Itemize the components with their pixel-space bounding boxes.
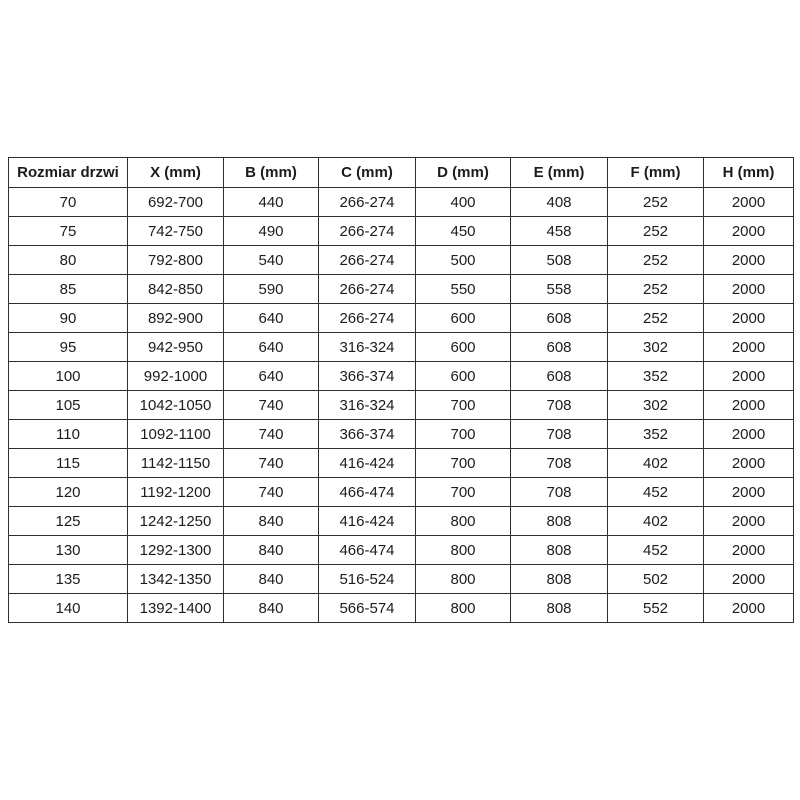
table-cell: 1392-1400 bbox=[128, 594, 224, 623]
table-cell: 408 bbox=[511, 188, 608, 217]
column-header: X (mm) bbox=[128, 158, 224, 188]
table-cell: 1042-1050 bbox=[128, 391, 224, 420]
table-cell: 115 bbox=[9, 449, 128, 478]
table-cell: 842-850 bbox=[128, 275, 224, 304]
table-cell: 316-324 bbox=[319, 391, 416, 420]
table-row bbox=[9, 333, 794, 362]
table-cell: 466-474 bbox=[319, 536, 416, 565]
table-cell: 302 bbox=[608, 333, 704, 362]
table-row bbox=[9, 275, 794, 304]
table-cell: 2000 bbox=[704, 362, 794, 391]
table-cell: 540 bbox=[224, 246, 319, 275]
header-row bbox=[9, 158, 794, 188]
table-cell: 316-324 bbox=[319, 333, 416, 362]
table-cell: 2000 bbox=[704, 333, 794, 362]
table-cell: 70 bbox=[9, 188, 128, 217]
table-cell: 700 bbox=[416, 478, 511, 507]
table-cell: 440 bbox=[224, 188, 319, 217]
table-cell: 140 bbox=[9, 594, 128, 623]
table-cell: 90 bbox=[9, 304, 128, 333]
table-cell: 640 bbox=[224, 304, 319, 333]
table-row bbox=[9, 391, 794, 420]
table-cell: 700 bbox=[416, 420, 511, 449]
table-cell: 2000 bbox=[704, 594, 794, 623]
table-cell: 2000 bbox=[704, 536, 794, 565]
table-row bbox=[9, 217, 794, 246]
column-header: B (mm) bbox=[224, 158, 319, 188]
table-cell: 266-274 bbox=[319, 246, 416, 275]
table-cell: 742-750 bbox=[128, 217, 224, 246]
table-cell: 800 bbox=[416, 536, 511, 565]
table-row bbox=[9, 594, 794, 623]
table-row bbox=[9, 304, 794, 333]
table-cell: 366-374 bbox=[319, 420, 416, 449]
column-header: D (mm) bbox=[416, 158, 511, 188]
table-cell: 266-274 bbox=[319, 304, 416, 333]
table-cell: 640 bbox=[224, 333, 319, 362]
table-cell: 558 bbox=[511, 275, 608, 304]
table-cell: 120 bbox=[9, 478, 128, 507]
column-header: E (mm) bbox=[511, 158, 608, 188]
table-cell: 800 bbox=[416, 594, 511, 623]
table-row bbox=[9, 188, 794, 217]
table-cell: 466-474 bbox=[319, 478, 416, 507]
table-cell: 708 bbox=[511, 391, 608, 420]
table-cell: 600 bbox=[416, 333, 511, 362]
table-cell: 608 bbox=[511, 304, 608, 333]
table-cell: 366-374 bbox=[319, 362, 416, 391]
table-cell: 105 bbox=[9, 391, 128, 420]
table-cell: 302 bbox=[608, 391, 704, 420]
table-cell: 2000 bbox=[704, 188, 794, 217]
table-cell: 450 bbox=[416, 217, 511, 246]
table-cell: 608 bbox=[511, 362, 608, 391]
table-row bbox=[9, 565, 794, 594]
table-cell: 130 bbox=[9, 536, 128, 565]
table-cell: 808 bbox=[511, 507, 608, 536]
table-cell: 352 bbox=[608, 362, 704, 391]
table-cell: 85 bbox=[9, 275, 128, 304]
table-cell: 2000 bbox=[704, 449, 794, 478]
table-body bbox=[9, 188, 794, 623]
table-cell: 1142-1150 bbox=[128, 449, 224, 478]
table-cell: 992-1000 bbox=[128, 362, 224, 391]
table-cell: 2000 bbox=[704, 478, 794, 507]
column-header: F (mm) bbox=[608, 158, 704, 188]
table-cell: 808 bbox=[511, 565, 608, 594]
table-cell: 2000 bbox=[704, 275, 794, 304]
table-cell: 1292-1300 bbox=[128, 536, 224, 565]
table-cell: 452 bbox=[608, 536, 704, 565]
table-cell: 708 bbox=[511, 449, 608, 478]
table-cell: 75 bbox=[9, 217, 128, 246]
table-cell: 80 bbox=[9, 246, 128, 275]
table-cell: 2000 bbox=[704, 565, 794, 594]
column-header: C (mm) bbox=[319, 158, 416, 188]
door-size-table bbox=[8, 157, 794, 623]
table-cell: 942-950 bbox=[128, 333, 224, 362]
table-row bbox=[9, 449, 794, 478]
table-cell: 508 bbox=[511, 246, 608, 275]
table-cell: 590 bbox=[224, 275, 319, 304]
table-cell: 252 bbox=[608, 246, 704, 275]
table-row bbox=[9, 420, 794, 449]
table-cell: 740 bbox=[224, 391, 319, 420]
table-cell: 402 bbox=[608, 507, 704, 536]
table-cell: 740 bbox=[224, 478, 319, 507]
table-cell: 840 bbox=[224, 594, 319, 623]
table-cell: 490 bbox=[224, 217, 319, 246]
column-header: H (mm) bbox=[704, 158, 794, 188]
table-cell: 266-274 bbox=[319, 188, 416, 217]
table-cell: 700 bbox=[416, 449, 511, 478]
table-cell: 740 bbox=[224, 449, 319, 478]
table-cell: 266-274 bbox=[319, 217, 416, 246]
table-cell: 416-424 bbox=[319, 507, 416, 536]
table-cell: 566-574 bbox=[319, 594, 416, 623]
table-cell: 502 bbox=[608, 565, 704, 594]
table-cell: 808 bbox=[511, 594, 608, 623]
column-header: Rozmiar drzwi bbox=[9, 158, 128, 188]
table-cell: 550 bbox=[416, 275, 511, 304]
table-row bbox=[9, 362, 794, 391]
table-cell: 125 bbox=[9, 507, 128, 536]
table-cell: 402 bbox=[608, 449, 704, 478]
table-cell: 1192-1200 bbox=[128, 478, 224, 507]
table-cell: 840 bbox=[224, 565, 319, 594]
table-cell: 552 bbox=[608, 594, 704, 623]
table-cell: 708 bbox=[511, 478, 608, 507]
table-cell: 252 bbox=[608, 188, 704, 217]
table-cell: 640 bbox=[224, 362, 319, 391]
table-cell: 452 bbox=[608, 478, 704, 507]
table-cell: 740 bbox=[224, 420, 319, 449]
table-cell: 400 bbox=[416, 188, 511, 217]
table-cell: 416-424 bbox=[319, 449, 416, 478]
table-cell: 840 bbox=[224, 536, 319, 565]
table-cell: 95 bbox=[9, 333, 128, 362]
table-cell: 252 bbox=[608, 217, 704, 246]
table-cell: 500 bbox=[416, 246, 511, 275]
table-row bbox=[9, 536, 794, 565]
table-cell: 100 bbox=[9, 362, 128, 391]
table-cell: 2000 bbox=[704, 507, 794, 536]
table-cell: 600 bbox=[416, 362, 511, 391]
table-row bbox=[9, 246, 794, 275]
table-cell: 892-900 bbox=[128, 304, 224, 333]
table-cell: 700 bbox=[416, 391, 511, 420]
table-row bbox=[9, 478, 794, 507]
table-cell: 2000 bbox=[704, 217, 794, 246]
table-cell: 792-800 bbox=[128, 246, 224, 275]
table-cell: 808 bbox=[511, 536, 608, 565]
table-cell: 352 bbox=[608, 420, 704, 449]
table-cell: 800 bbox=[416, 507, 511, 536]
table-cell: 840 bbox=[224, 507, 319, 536]
table-cell: 266-274 bbox=[319, 275, 416, 304]
table-cell: 600 bbox=[416, 304, 511, 333]
table-cell: 135 bbox=[9, 565, 128, 594]
table-cell: 800 bbox=[416, 565, 511, 594]
table-cell: 1242-1250 bbox=[128, 507, 224, 536]
table-cell: 2000 bbox=[704, 304, 794, 333]
table-cell: 692-700 bbox=[128, 188, 224, 217]
table-cell: 252 bbox=[608, 304, 704, 333]
table-cell: 2000 bbox=[704, 246, 794, 275]
table-cell: 516-524 bbox=[319, 565, 416, 594]
table-cell: 1342-1350 bbox=[128, 565, 224, 594]
table-cell: 708 bbox=[511, 420, 608, 449]
table-cell: 252 bbox=[608, 275, 704, 304]
table-cell: 608 bbox=[511, 333, 608, 362]
table-cell: 2000 bbox=[704, 420, 794, 449]
table-cell: 110 bbox=[9, 420, 128, 449]
table-row bbox=[9, 507, 794, 536]
table-cell: 1092-1100 bbox=[128, 420, 224, 449]
table-cell: 2000 bbox=[704, 391, 794, 420]
table-cell: 458 bbox=[511, 217, 608, 246]
